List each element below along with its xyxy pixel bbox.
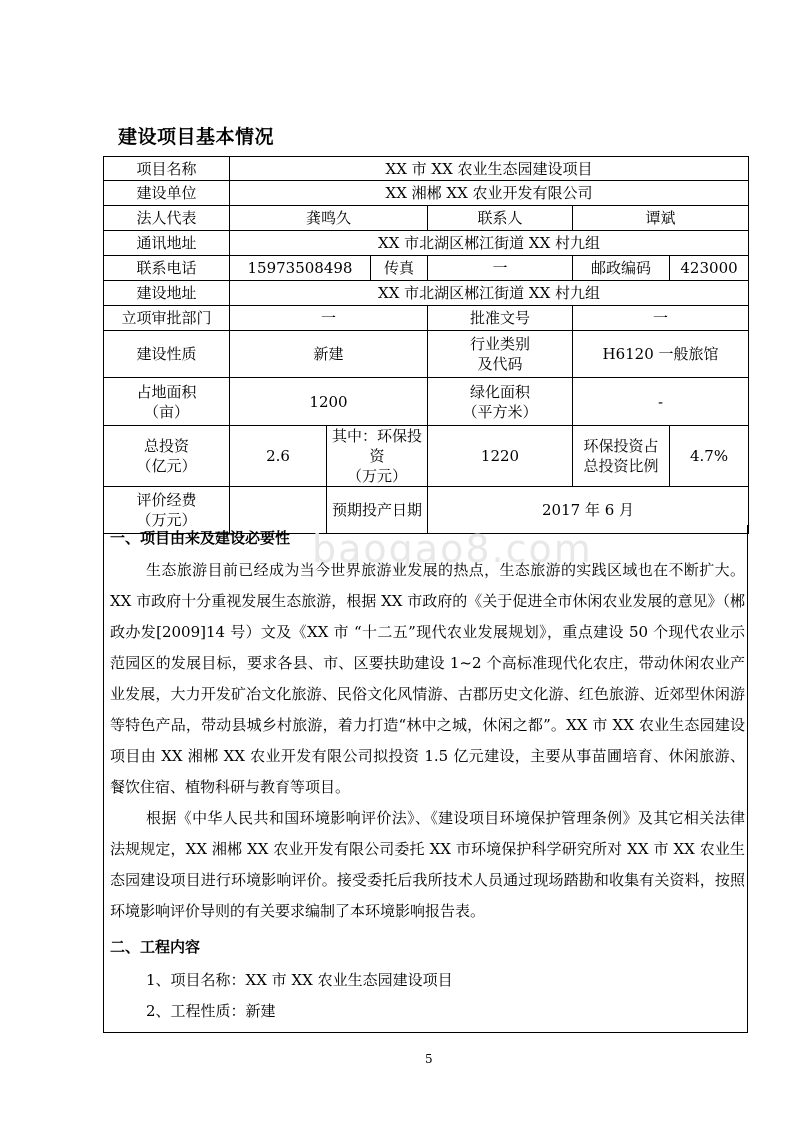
cell-label-line: （平方米） [462, 402, 538, 421]
cell-label: 预期投产日期 [327, 487, 428, 534]
cell-label-line: 总投资比例 [583, 457, 659, 475]
cell-label [104, 426, 230, 487]
cell-label: 建设性质 [104, 331, 230, 378]
table-row [104, 281, 749, 306]
cell-label-line: （亩） [143, 402, 189, 421]
cell-value: XX 湘郴 XX 农业开发有限公司 [230, 181, 749, 206]
table-row [104, 331, 749, 378]
cell-value: 2.6 [230, 426, 327, 487]
cell-label-line: 绿化面积 [469, 382, 530, 401]
table-row [104, 378, 749, 426]
cell-label: 通讯地址 [104, 231, 230, 256]
cell-value: 新建 [230, 331, 428, 378]
cell-value: 一 [573, 306, 749, 331]
cell-label: 立项审批部门 [104, 306, 230, 331]
table-row [104, 157, 749, 181]
cell-value: 1200 [230, 378, 428, 426]
table-row [104, 206, 749, 231]
list-item: 2、工程性质：新建 [146, 1002, 276, 1020]
project-info-table [103, 156, 749, 534]
cell-value: 龚鸣久 [230, 206, 428, 231]
cell-label-line: 总投资 [143, 437, 189, 455]
table-row [104, 426, 749, 487]
table-row [104, 306, 749, 331]
cell-label: 联系电话 [104, 256, 230, 281]
section-heading: 二、工程内容 [110, 938, 201, 956]
cell-value: XX 市北湖区郴江街道 XX 村九组 [230, 231, 749, 256]
cell-label-line: 占地面积 [136, 382, 197, 401]
page-title: 建设项目基本情况 [118, 126, 275, 148]
table-row [104, 181, 749, 206]
cell-value: - [573, 378, 749, 426]
cell-label: 邮政编码 [573, 256, 670, 281]
cell-label: 法人代表 [104, 206, 230, 231]
cell-value: 一 [230, 306, 428, 331]
cell-value: H6120 一般旅馆 [573, 331, 749, 378]
cell-value: 15973508498 [230, 256, 371, 281]
paragraph: 根据《中华人民共和国环境影响评价法》、《建设项目环境保护管理条例》及其它相关法律法规规定，XX 湘郴 XX 农业开发有限公司委托 XX 市环境保护科学研究所对 XX 市 XX 农业生态园建设项目进行环境影响评价。接受委托后我所技术人员通过现场踏勘和收集有关资料，按照环境影响评价导则的有关要求编制了本环境影响报告表。 [110, 809, 745, 920]
cell-label-line: 评价经费 [136, 491, 197, 509]
cell-label-line: 其中：环保投资 [331, 427, 422, 465]
cell-label [428, 331, 573, 378]
cell-label: 建设单位 [104, 181, 230, 206]
cell-label [428, 378, 573, 426]
cell-label: 联系人 [428, 206, 573, 231]
cell-label-line: 环保投资占 [583, 437, 659, 455]
paragraph: 生态旅游目前已经成为当今世界旅游业发展的热点，生态旅游的实践区域也在不断扩大。XX 市政府十分重视发展生态旅游，根据 XX 市政府的《关于促进全市休闲农业发展的意见》（郴政办发[2009]14 号）文及《XX 市 “十二五”现代农业发展规划》，重点建设 50 个现代农业示范园区的发展目标，要求各县、市、区要扶助建设 1~2 个高标准现代化农庄，带动休闲农业产业发展，大力开发矿冶文化旅游、民俗文化风情游、古郡历史文化游、红色旅游、近郊型休闲游等特色产品，带动县城乡村旅游，着力打造“林中之城，休闲之都”。XX 市 XX 农业生态园建设项目由 XX 湘郴 XX 农业开发有限公司拟投资 1.5 亿元建设，主要从事苗圃培育、休闲旅游、餐饮住宿、植物科研与教育等项目。 [110, 561, 745, 796]
cell-value: 1220 [428, 426, 573, 487]
cell-label-line: 行业类别 [469, 335, 530, 353]
cell-label-line: （亿元） [136, 457, 197, 475]
cell-label-line: （万元） [346, 467, 407, 485]
cell-label: 项目名称 [104, 157, 230, 181]
cell-label [573, 426, 670, 487]
cell-value: 423000 [670, 256, 749, 281]
cell-value: 2017 年 6 月 [428, 487, 749, 534]
cell-value: XX 市 XX 农业生态园建设项目 [230, 157, 749, 181]
cell-label [327, 426, 428, 487]
table-row [104, 231, 749, 256]
cell-label: 传真 [371, 256, 428, 281]
cell-label-line: 及代码 [477, 355, 523, 373]
cell-value: 4.7% [670, 426, 749, 487]
cell-value: XX 市北湖区郴江街道 XX 村九组 [230, 281, 749, 306]
cell-label [104, 378, 230, 426]
cell-value: 谭斌 [573, 206, 749, 231]
watermark: baogao8.com [312, 527, 593, 571]
cell-label: 批准文号 [428, 306, 573, 331]
list-item: 1、项目名称：XX 市 XX 农业生态园建设项目 [146, 971, 453, 989]
page-number: 5 [425, 1052, 433, 1066]
cell-label-line: （万元） [136, 511, 197, 529]
cell-value: 一 [428, 256, 573, 281]
table-row [104, 256, 749, 281]
cell-label: 建设地址 [104, 281, 230, 306]
section-heading: 一、项目由来及建设必要性 [110, 529, 291, 547]
